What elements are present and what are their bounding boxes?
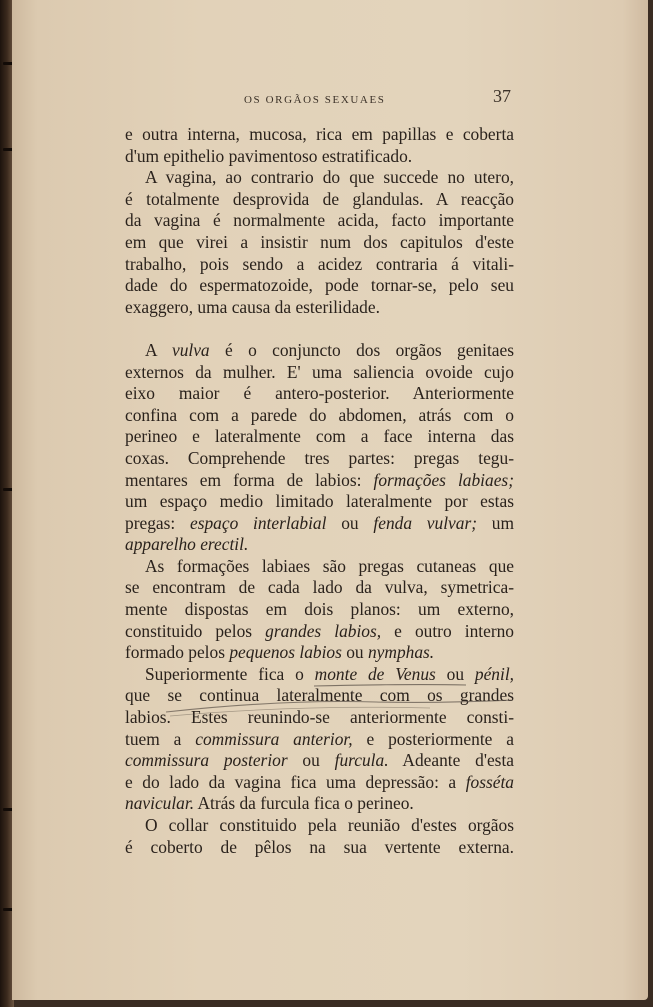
italic-term: nymphas.	[367, 642, 435, 663]
text-run: externos da mulher. E' uma saliencia ovoide cujo	[125, 361, 514, 382]
text-line	[125, 470, 514, 492]
text-run: confina com a parede do abdomen, atrás com o	[125, 404, 514, 425]
text-line	[125, 232, 514, 254]
italic-term: navicular.	[125, 793, 195, 814]
text-line	[125, 146, 514, 168]
text-line	[125, 793, 514, 815]
text-line	[125, 513, 514, 535]
text-run: exaggero, uma causa da esterilidade.	[125, 296, 380, 317]
text-run: e outra interna, mucosa, rica em papillas e coberta	[125, 124, 514, 144]
text-run: é coberto de pêlos na sua vertente externa.	[125, 836, 514, 857]
text-run: perineo e lateralmente com a face interna das	[125, 426, 514, 447]
text-run: coxas. Comprehende tres partes: pregas tegu-	[125, 447, 514, 468]
text-run: da vagina é normalmente acida, facto importante	[125, 210, 514, 231]
italic-term: formações labiaes;	[373, 469, 514, 490]
page-number: 37	[493, 86, 511, 106]
text-line	[125, 599, 514, 621]
text-run: e outro interno	[381, 620, 514, 641]
text-line	[125, 189, 514, 211]
text-run: se encontram de cada lado da vulva, symetrica-	[125, 577, 514, 598]
italic-term: grandes labios,	[265, 620, 382, 641]
text-run: O collar constituido pela reunião d'estes orgãos	[145, 815, 514, 835]
text-line	[125, 383, 514, 405]
text-run: é o conjuncto dos orgãos genitaes	[209, 339, 514, 360]
text-run: e posteriormente a	[352, 728, 514, 749]
text-run: um	[477, 512, 514, 533]
text-line	[125, 815, 514, 837]
italic-term: monte de Venus	[314, 663, 436, 684]
paragraph-gap	[125, 318, 514, 340]
text-run: pregas:	[125, 512, 190, 533]
text-line	[125, 362, 514, 384]
text-run: ou	[341, 642, 368, 663]
text-line	[125, 621, 514, 643]
italic-term: furcula.	[334, 750, 389, 771]
italic-term: pequenos labios	[229, 642, 342, 663]
text-line	[125, 685, 514, 707]
text-run: Adeante d'esta	[388, 750, 514, 771]
text-run: A vagina, ao contrario do que succede no utero,	[145, 167, 514, 188]
text-line	[125, 642, 514, 664]
text-line	[125, 405, 514, 427]
italic-term: commissura posterior	[125, 750, 288, 771]
text-run: labios. Estes reunindo-se anteriormente consti-	[125, 707, 514, 728]
text-run: é totalmente desprovida de glandulas. A reacção	[125, 188, 514, 209]
text-line	[125, 297, 514, 319]
text-run: que se continua lateralmente com os grandes	[125, 685, 514, 706]
text-run: Superiormente fica o	[145, 663, 315, 684]
text-run: A	[145, 339, 172, 360]
italic-term: fosséta	[465, 771, 514, 792]
text-line	[125, 664, 514, 686]
text-run: ou	[435, 663, 475, 684]
text-run: e do lado da vagina fica uma depressão: a	[125, 771, 466, 792]
text-run: um espaço medio limitado lateralmente por estas	[125, 491, 514, 512]
italic-term: apparelho erectil.	[125, 534, 249, 555]
text-run: Atrás da furcula fica o perineo.	[194, 793, 414, 814]
text-run: em que virei a insistir num dos capitulos d'este	[125, 231, 514, 252]
text-run: eixo maior é antero-posterior. Anteriormente	[125, 383, 514, 404]
text-line	[125, 210, 514, 232]
text-line	[125, 167, 514, 189]
text-run: mentares em forma de labios:	[125, 469, 374, 490]
italic-term: espaço interlabial	[189, 512, 327, 533]
text-line	[125, 275, 514, 297]
italic-term: vulva	[171, 339, 210, 360]
text-line	[125, 772, 514, 794]
text-line	[125, 340, 514, 362]
text-line	[125, 729, 514, 751]
text-run: formado pelos	[125, 642, 230, 663]
text-line	[125, 534, 514, 556]
text-line	[125, 577, 514, 599]
text-line	[125, 124, 514, 146]
text-run: dade do espermatozoide, pode tornar-se, pelo seu	[125, 275, 514, 296]
text-run: d'um epithelio pavimentoso estratificado.	[125, 145, 413, 166]
text-run: ou	[326, 512, 374, 533]
body-text	[125, 124, 514, 858]
text-line	[125, 750, 514, 772]
text-run: constituido pelos	[125, 620, 266, 641]
text-run: mente dispostas em dois planos: um externo,	[125, 599, 514, 620]
text-line	[125, 837, 514, 859]
text-line	[125, 426, 514, 448]
text-run: As formações labiaes são pregas cutaneas que	[145, 555, 514, 576]
text-line	[125, 491, 514, 513]
text-line	[125, 254, 514, 276]
text-line	[125, 448, 514, 470]
text-line	[125, 707, 514, 729]
text-run: trabalho, pois sendo a acidez contraria á vitali-	[125, 253, 514, 274]
italic-term: pénil,	[474, 663, 514, 684]
running-head: OS ORGÃOS SEXUAES	[244, 94, 386, 106]
italic-term: commissura anterior,	[195, 728, 353, 749]
italic-term: fenda vulvar;	[373, 512, 478, 533]
text-run: tuem a	[125, 728, 196, 749]
text-line	[125, 556, 514, 578]
text-run: ou	[287, 750, 335, 771]
